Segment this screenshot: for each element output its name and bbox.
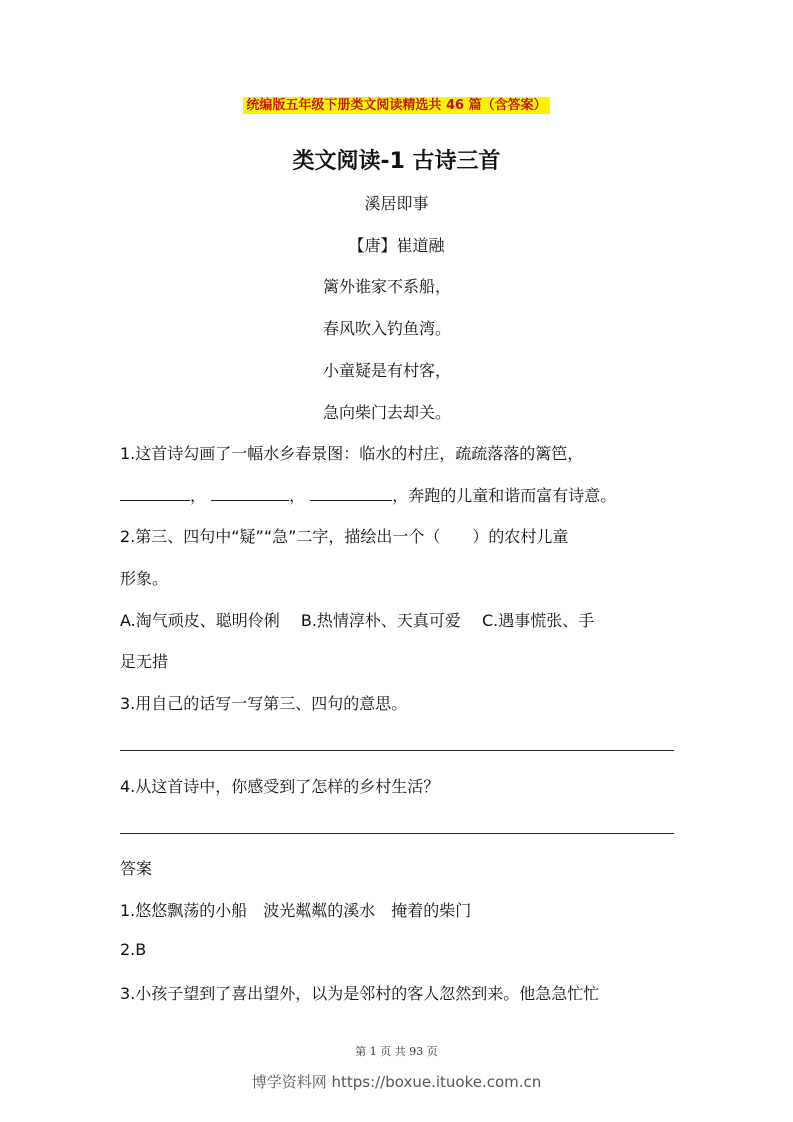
collection-banner [0, 94, 793, 113]
poem-line: 篱外谁家不系船， [323, 277, 452, 296]
question-2-text-cont: 形象。 [120, 569, 169, 588]
banner-text: 统编版五年级下册类文阅读精选共 46 篇（含答案） [243, 97, 549, 114]
poem-title: 溪居即事 [364, 194, 429, 213]
question-1-blanks [120, 483, 675, 506]
separator: ， [190, 486, 207, 505]
answer-1: 1.悠悠飘荡的小船 波光粼粼的溪水 掩着的柴门 [120, 901, 472, 920]
poem-line: 春风吹入钓鱼湾。 [323, 319, 452, 338]
question-1-tail: ，奔跑的儿童和谐而富有诗意。 [392, 486, 617, 505]
question-3-text: 3.用自己的话写一写第三、四句的意思。 [120, 694, 408, 713]
answer-line-3[interactable] [120, 750, 674, 751]
poem-line: 急向柴门去却关。 [323, 403, 452, 422]
answer-2: 2.B [120, 940, 147, 959]
question-2-options: A.淘气顽皮、聪明伶俐 B.热情淳朴、天真可爱 C.遇事慌张、手 [120, 611, 595, 630]
page-title: 类文阅读-1 古诗三首 [292, 149, 501, 174]
answer-blank-3[interactable] [310, 486, 392, 501]
page-number: 第 1 页 共 93 页 [355, 1045, 438, 1058]
separator: ， [289, 486, 306, 505]
question-1-text: 1.这首诗勾画了一幅水乡春景图：临水的村庄，疏疏落落的篱笆， [120, 444, 584, 463]
poem-author: 【唐】崔道融 [348, 236, 445, 255]
question-2-options-cont: 足无措 [120, 652, 169, 671]
site-watermark: 博学资料网 https://boxue.ituoke.com.cn [251, 1073, 542, 1091]
answer-blank-2[interactable] [211, 486, 289, 501]
question-4-text: 4.从这首诗中，你感受到了怎样的乡村生活？ [120, 777, 440, 796]
poem-line: 小童疑是有村客， [323, 361, 452, 380]
answers-heading: 答案 [120, 859, 153, 878]
answer-3: 3.小孩子望到了喜出望外，以为是邻村的客人忽然到来。他急急忙忙 [120, 984, 600, 1003]
answer-blank-1[interactable] [120, 486, 190, 501]
answer-line-4[interactable] [120, 833, 674, 834]
question-2-text: 2.第三、四句中“疑”“急”二字，描绘出一个（ ）的农村儿童 [120, 527, 569, 546]
